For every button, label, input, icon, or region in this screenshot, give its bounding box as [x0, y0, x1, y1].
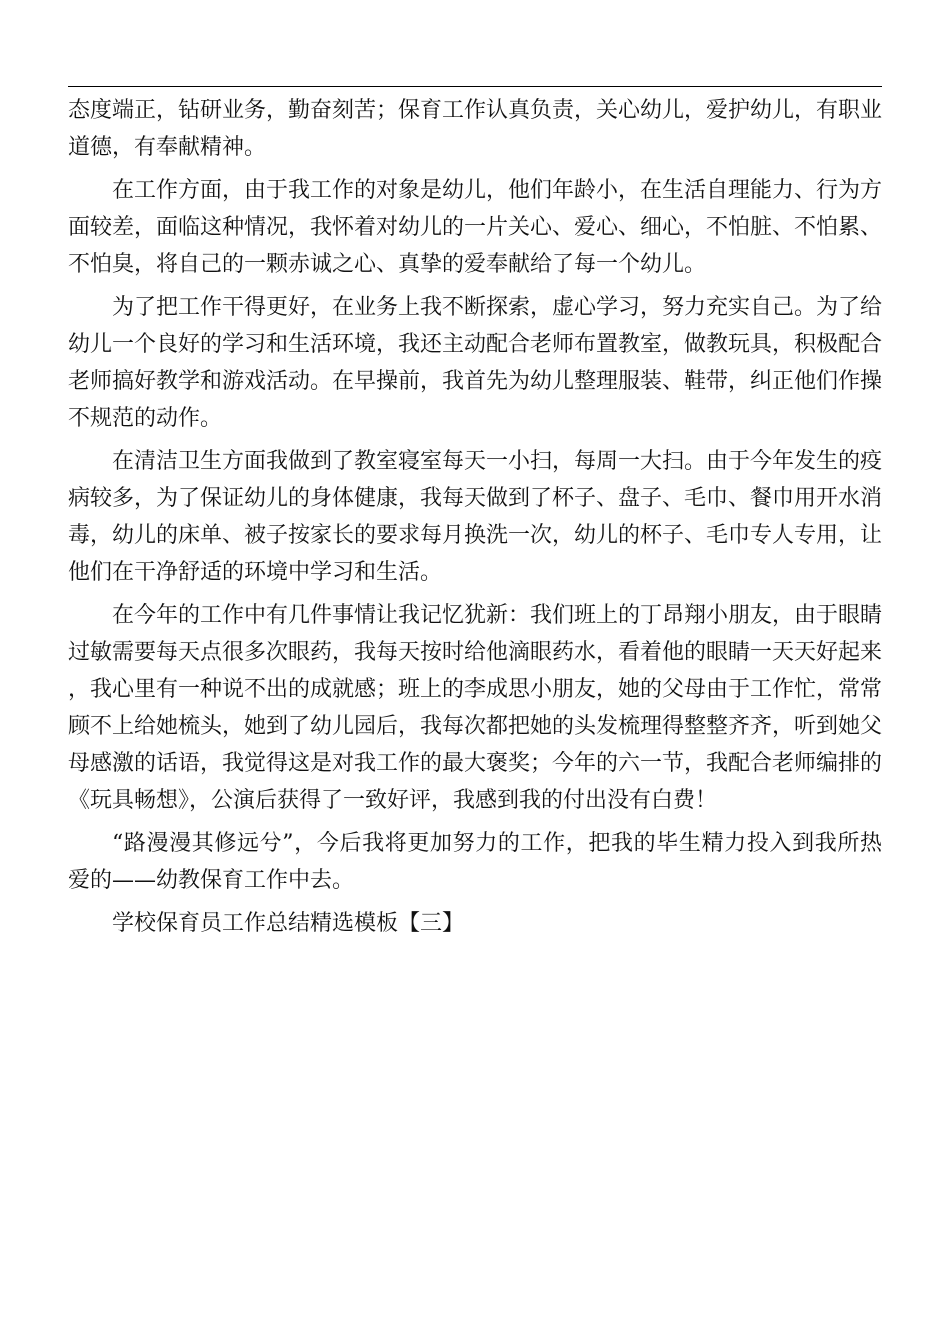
paragraph-5: 在今年的工作中有几件事情让我记忆犹新：我们班上的丁昂翔小朋友，由于眼睛过敏需要每天点很多次眼药，我每天按时给他滴眼药水，看着他的眼睛一天天好起来，我心里有一种说不出的成就感；班上的李成思小朋友，她的父母由于工作忙，常常顾不上给她梳头，她到了幼儿园后，我每次都把她的头发梳理得整整齐齐，听到她父母感激的话语，我觉得这是对我工作的最大褒奖；今年的六一节，我配合老师编排的《玩具畅想》，公演后获得了一致好评，我感到我的付出没有白费！ — [68, 603, 883, 813]
paragraph-4: 在清洁卫生方面我做到了教室寝室每天一小扫，每周一大扫。由于今年发生的疫病较多，为了保证幼儿的身体健康，我每天做到了杯子、盘子、毛巾、餐巾用开水消毒，幼儿的床单、被子按家长的要求每月换洗一次，幼儿的杯子、毛巾专人专用，让他们在干净舒适的环境中学习和生活。 — [68, 449, 883, 585]
document-body — [68, 92, 882, 942]
paragraph-2: 在工作方面，由于我工作的对象是幼儿，他们年龄小，在生活自理能力、行为方面较差，面临这种情况，我怀着对幼儿的一片关心、爱心、细心，不怕脏、不怕累、不怕臭，将自己的一颗赤诚之心、真挚的爱奉献给了每一个幼儿。 — [68, 178, 883, 277]
paragraph-3: 为了把工作干得更好，在业务上我不断探索，虚心学习，努力充实自己。为了给幼儿一个良好的学习和生活环境，我还主动配合老师布置教室，做教玩具，积极配合老师搞好教学和游戏活动。在早操前，我首先为幼儿整理服装、鞋带，纠正他们作操不规范的动作。 — [68, 295, 883, 431]
paragraph-6: “路漫漫其修远兮”，今后我将更加努力的工作，把我的毕生精力投入到我所热爱的——幼教保育工作中去。 — [68, 831, 882, 893]
header-rule — [68, 86, 882, 87]
paragraph-1: 态度端正，钻研业务，勤奋刻苦；保育工作认真负责，关心幼儿，爱护幼儿，有职业道德，有奉献精神。 — [68, 98, 883, 160]
section-heading: 学校保育员工作总结精选模板【三】 — [112, 911, 465, 936]
